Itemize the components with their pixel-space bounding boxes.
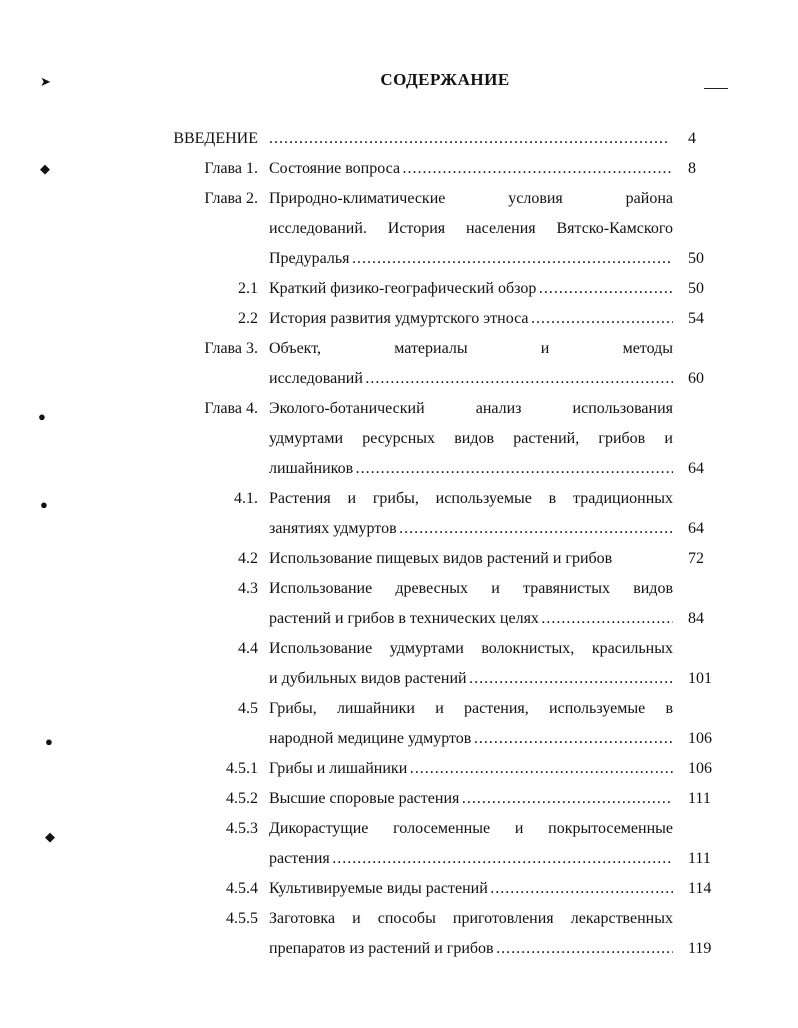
toc-entry-chapter-3-end: [0, 364, 798, 394]
entry-title: удмуртами ресурсных видов растений, грибов и: [269, 430, 673, 447]
entry-title: растения . . .: [269, 844, 673, 874]
entry-number: Глава 1.: [204, 160, 258, 177]
entry-title: исследований . . .: [269, 364, 673, 394]
toc-entry-2-1: [0, 274, 798, 304]
corner-dash: [704, 88, 728, 89]
entry-page: 64: [688, 460, 704, 477]
entry-page: 50: [688, 280, 704, 297]
scan-mark-icon: ◆: [45, 829, 55, 844]
entry-page: 8: [688, 160, 696, 177]
entry-page: 4: [688, 130, 696, 147]
toc-entry-chapter-3: [0, 334, 798, 364]
entry-title: Природно-климатические условия района: [269, 190, 673, 207]
entry-title: лишайников . . .: [269, 454, 673, 484]
entry-title: Заготовка и способы приготовления лекарственных: [269, 910, 673, 927]
entry-title: препаратов из растений и грибов . . .: [269, 934, 673, 964]
leader-dots: [269, 124, 673, 154]
toc-entry-4-2: [0, 544, 798, 574]
toc-entry-4-1-end: [0, 514, 798, 544]
toc-entry-4-5-5-end: [0, 934, 798, 964]
entry-title: Использование удмуртами волокнистых, красильных: [269, 640, 673, 657]
entry-page: 101: [688, 670, 712, 687]
toc-entry-4-5-5: [0, 904, 798, 934]
toc-entry-4-5-1: [0, 754, 798, 784]
entry-number: Глава 3.: [204, 340, 258, 357]
scan-mark-icon: ●: [40, 497, 48, 512]
scan-mark-icon: ●: [45, 734, 53, 749]
entry-title: Грибы и лишайники . . .: [269, 754, 673, 784]
entry-title: Использование древесных и травянистых видов: [269, 580, 673, 597]
entry-title: Предуралья . . .: [269, 244, 673, 274]
entry-page: 111: [688, 850, 711, 867]
toc-entry-chapter-4: [0, 394, 798, 424]
toc-entry-chapter-4-cont: [0, 424, 798, 454]
page-title: СОДЕРЖАНИЕ: [380, 70, 510, 89]
entry-page: 114: [688, 880, 712, 897]
entry-page: 60: [688, 370, 704, 387]
entry-page: 111: [688, 790, 711, 807]
toc-entry-chapter-2-cont: [0, 214, 798, 244]
toc-entry-chapter-1: [0, 154, 798, 184]
entry-number: 2.1: [238, 280, 258, 297]
toc-entry-4-5: [0, 694, 798, 724]
entry-number: ВВЕДЕНИЕ: [173, 130, 258, 147]
toc-entry-chapter-4-end: [0, 454, 798, 484]
entry-number: Глава 4.: [204, 400, 258, 417]
toc-entry-4-5-2: [0, 784, 798, 814]
entry-number: 4.4: [238, 640, 258, 657]
entry-title: растений и грибов в технических целях . . .: [269, 604, 673, 634]
entry-number: 4.3: [238, 580, 258, 597]
toc-entry-2-2: [0, 304, 798, 334]
entry-page: 50: [688, 250, 704, 267]
entry-number: 4.5.5: [226, 910, 258, 927]
entry-page: 54: [688, 310, 704, 327]
toc-entry-4-3-end: [0, 604, 798, 634]
entry-title: Дикорастущие голосеменные и покрытосеменные: [269, 820, 673, 837]
entry-page: 106: [688, 730, 712, 747]
entry-title: Растения и грибы, используемые в традиционных: [269, 490, 673, 507]
entry-title: История развития удмуртского этноса . . .: [269, 304, 673, 334]
toc-entry-4-5-end: [0, 724, 798, 754]
scan-mark-icon: ●: [38, 409, 46, 424]
entry-title: народной медицине удмуртов . . .: [269, 724, 673, 754]
entry-number: 4.5: [238, 700, 258, 717]
toc-entry-4-3: [0, 574, 798, 604]
entry-number: 4.5.1: [226, 760, 258, 777]
toc-entry-4-4: [0, 634, 798, 664]
toc-entry-4-5-3: [0, 814, 798, 844]
entry-title: Грибы, лишайники и растения, используемые в: [269, 700, 673, 717]
entry-title: и дубильных видов растений . . .: [269, 664, 673, 694]
entry-title: Использование пищевых видов растений и грибов: [269, 550, 613, 567]
entry-page: 106: [688, 760, 712, 777]
entry-number: 4.2: [238, 550, 258, 567]
entry-number: Глава 2.: [204, 190, 258, 207]
toc-entry-4-5-3-end: [0, 844, 798, 874]
entry-title: исследований. История населения Вятско-Камского: [269, 220, 673, 237]
scan-mark-icon: ➤: [40, 74, 51, 89]
entry-title: Высшие споровые растения . . .: [269, 784, 673, 814]
entry-title: занятиях удмуртов . . .: [269, 514, 673, 544]
entry-title: Краткий физико-географический обзор . . .: [269, 274, 673, 304]
entry-title: Объект, материалы и методы: [269, 340, 673, 357]
scan-mark-icon: ◆: [40, 161, 50, 176]
toc-entry-4-4-end: [0, 664, 798, 694]
entry-page: 72: [688, 550, 704, 567]
entry-page: 119: [688, 940, 712, 957]
entry-title: Культивируемые виды растений . . .: [269, 874, 673, 904]
toc-entry-chapter-2-end: [0, 244, 798, 274]
entry-number: 4.5.3: [226, 820, 258, 837]
entry-number: 4.5.2: [226, 790, 258, 807]
entry-number: 4.5.4: [226, 880, 258, 897]
entry-page: 84: [688, 610, 704, 627]
entry-page: 64: [688, 520, 704, 537]
toc-entry-4-5-4: [0, 874, 798, 904]
entry-number: 2.2: [238, 310, 258, 327]
entry-number: 4.1.: [234, 490, 258, 507]
toc-entry-introduction: [0, 124, 798, 154]
toc-entry-chapter-2: [0, 184, 798, 214]
toc-entry-4-1: [0, 484, 798, 514]
entry-title: Эколого-ботанический анализ использования: [269, 400, 673, 417]
entry-title: Состояние вопроса . . .: [269, 154, 673, 184]
